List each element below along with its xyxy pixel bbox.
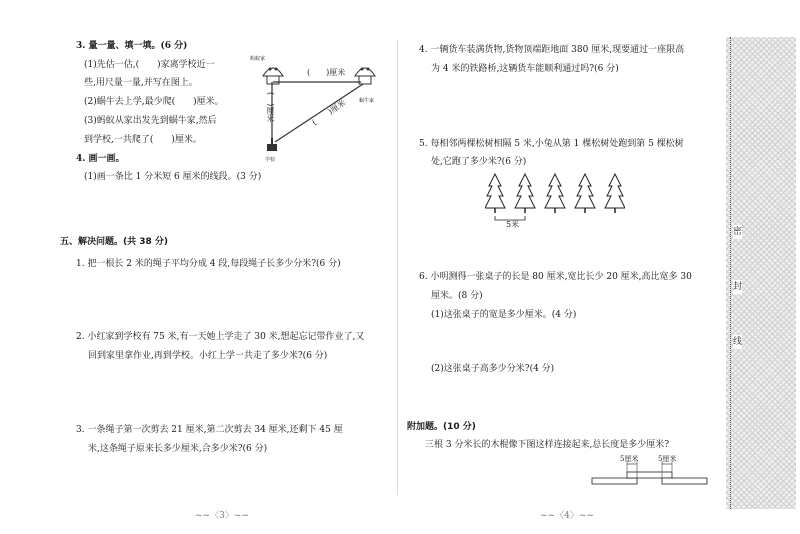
page-number-left: ~~〈3〉~~ [195,511,249,521]
problem-6-part-1: (1)这张桌子的宽是多少厘米。(4 分) [431,310,577,320]
tree-gap-label: 5米 [506,220,520,229]
page-number-right: ~~〈4〉~~ [540,511,594,521]
problem-3-line-2: 米,这条绳子原来长多少厘米,合多少米?(6 分) [88,444,268,454]
seal-char-2: 封 [733,282,743,292]
q3-line-5: 到学校,一共爬了( )厘米。 [84,135,202,145]
problem-3-line-1: 3. 一条绳子第一次剪去 21 厘米,第二次剪去 34 厘米,还剩下 45 厘 [76,425,343,435]
binding-strip [726,37,796,509]
problem-6-line-2: 厘米。(8 分) [431,291,483,301]
q4-line: (1)画一条比 1 分米短 6 厘米的线段。(3 分) [84,172,262,182]
problem-6-line-1: 6. 小明测得一张桌子的长是 80 厘米,宽比长少 20 厘米,高比宽多 30 [419,272,692,282]
problem-1: 1. 把一根长 2 米的绳子平均分成 4 段,每段绳子长多少分米?(6 分) [76,259,341,269]
q3-line-1: (1)先估一估,( )家离学校近一 [84,60,215,70]
top-distance-blank: ( )厘米 [307,68,346,77]
bonus-text: 三根 3 分米长的木棍像下图这样连接起来,总长度是多少厘米? [425,440,670,450]
seal-char-1: 密 [733,227,743,237]
stick-2 [627,472,672,478]
problem-2-line-1: 2. 小红家到学校有 75 米,有一天她上学走了 30 米,想起忘记带作业了,又 [76,332,365,342]
ant-home-label: 蚂蚁家 [250,56,266,62]
problem-4-line-1: 4. 一辆货车装满货物,货物顶端距地面 380 厘米,现要通过一座限高 [419,45,685,55]
stick-3 [662,478,707,484]
overlap-label-2: 5厘米 [658,455,677,463]
problem-5-line-1: 5. 每相邻两棵松树相隔 5 米,小兔从第 1 棵松树处跑到第 5 棵松树 [419,139,684,149]
sticks-figure [590,452,725,487]
q3-line-4: (3)蚂蚁从家出发先到蜗牛家,然后 [84,116,217,126]
overlap-label-1: 5厘米 [620,455,639,463]
diagonal-distance-blank: ( )厘米 [310,98,348,128]
pine-tree-icon [485,174,505,213]
school-label: 学校 [265,157,276,163]
stick-1 [592,478,637,484]
seal-dotted-line [730,37,731,509]
distance-diagram [250,54,385,166]
pine-trees-figure [485,172,625,232]
left-distance-blank: ( )厘米 [266,92,275,123]
problem-5-line-2: 处,它跑了多少米?(6 分) [431,157,527,167]
column-divider [397,40,398,495]
problem-4-line-2: 为 4 米的铁路桥,这辆货车能顺利通过吗?(6 分) [431,64,619,74]
q3-line-2: 些,用尺量一量,并写在图上。 [84,78,198,88]
snail-home-label: 蜗牛家 [359,98,375,104]
q3-title: 3. 量一量、填一填。(6 分) [76,41,188,51]
problem-2-line-2: 回到家里拿作业,再到学校。小红上学一共走了多少米?(6 分) [88,351,328,361]
problem-6-part-2: (2)这张桌子高多少分米?(4 分) [431,364,555,374]
bonus-title: 附加题。(10 分) [407,422,476,432]
q4-title: 4. 画一画。 [76,154,125,164]
seal-char-3: 线 [733,337,743,347]
section-5-title: 五、解决问题。(共 38 分) [60,237,169,247]
q3-line-3: (2)蜗牛去上学,最少爬( )厘米。 [84,97,224,107]
